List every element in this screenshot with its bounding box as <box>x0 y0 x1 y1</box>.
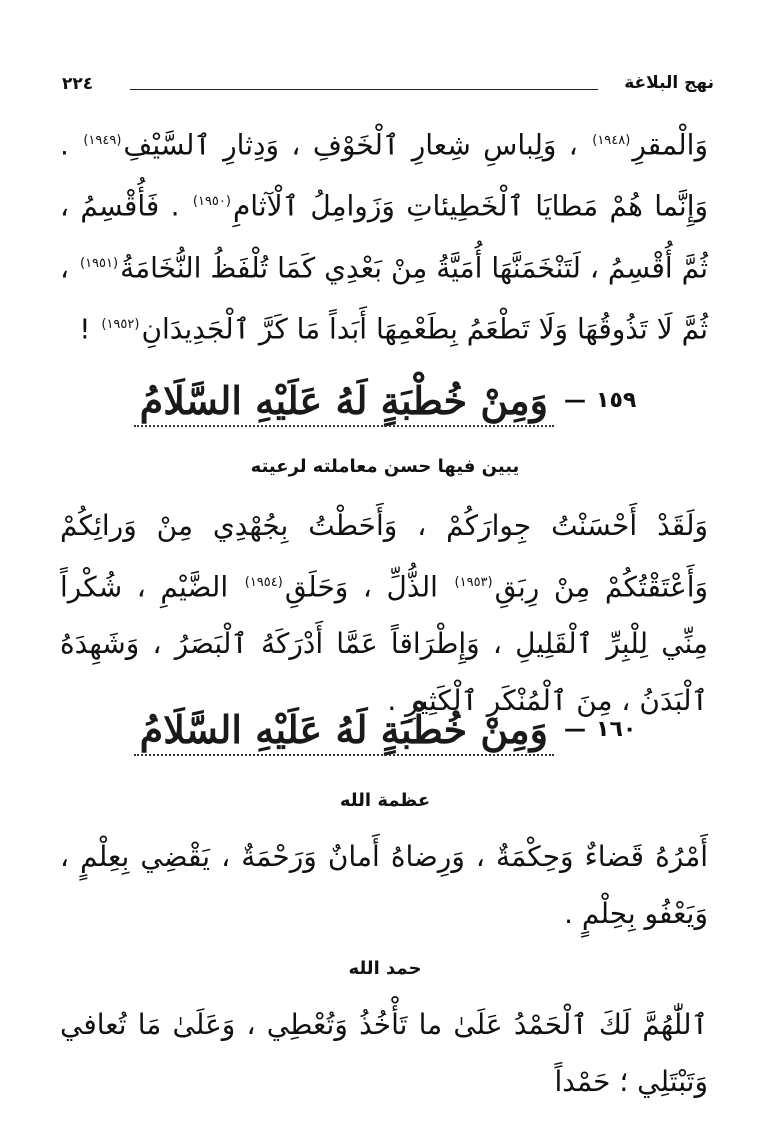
footnote-ref: (١٩٥٣) <box>454 575 493 590</box>
heading-dash: — <box>564 388 587 413</box>
running-header <box>62 74 714 98</box>
sermon-number: ١٦٠ <box>596 717 637 742</box>
heading-dash: — <box>564 717 587 742</box>
header-rule <box>130 89 598 90</box>
calligraphic-title: وَمِنْ خُطْبَةٍ لَهُ عَلَيْهِ السَّلَامُ <box>134 705 554 754</box>
sermon-159-text <box>60 497 708 729</box>
footnote-ref: (١٩٥٢) <box>101 316 140 332</box>
subtitle-praise-of-god: حمد الله <box>348 958 422 979</box>
para-text: الضَّيْمِ ، شُكْراً مِنِّي لِلْبِرِّ ٱلْقَلِيلِ ، وَإِطْرَاقاً عَمَّا أَدْرَكَهُ ٱلْبَصَرُ ، وَشَهِدَهُ ٱلْبَدَنُ ، مِنَ ٱلْمُنْكَرِ ٱلْكَثِيرِ . <box>60 570 708 718</box>
para-text: ، وَلِباسِ شِعارِ ٱلْخَوْفِ ، وَدِثارِ ٱلسَّيْفِ <box>123 128 578 162</box>
para-text: . وَإِنَّما هُمْ مَطايَا ٱلْخَطِيئاتِ وَزَوامِلُ ٱلْآثامِ <box>60 128 708 223</box>
footnote-ref: (١٩٥١) <box>79 255 119 271</box>
sermon-159-subtitle: يبين فيها حسن معاملته لرعيته <box>250 456 520 477</box>
book-title: نهج البلاغة <box>624 73 714 93</box>
footnote-ref: (١٩٥٠) <box>192 194 231 210</box>
footnote-ref: (١٩٤٨) <box>592 133 631 148</box>
sermon-160-text-1: أَمْرُهُ قَضاءٌ وَحِكْمَةٌ ، وَرِضاهُ أَمانٌ وَرَحْمَةٌ ، يَقْضِي بِعِلْمٍ ، وَيَعْفُو بِحِلْمٍ . <box>60 840 708 930</box>
footnote-ref: (١٩٥٤) <box>244 575 283 590</box>
sermon-number: ١٥٩ <box>596 388 637 413</box>
calligraphic-title: وَمِنْ خُطْبَةٍ لَهُ عَلَيْهِ السَّلَامُ <box>134 376 554 425</box>
page-number: ٢٢٤ <box>62 74 94 94</box>
continuation-paragraph <box>60 112 708 357</box>
subtitle-greatness-of-god: عظمة الله <box>339 790 431 811</box>
para-text: وَلَقَدْ أَحْسَنْتُ جِوارَكُمْ ، وَأَحَطْتُ بِجُهْدِي مِنْ وَرائِكُمْ وَأَعْتَقْتُكُمْ مِنْ رِبَقِ <box>60 509 709 604</box>
para-text: . فَأُقْسِمُ ، ثُمَّ أُقْسِمُ ، لَتَنْخَمَنَّهَا أُمَيَّةُ مِنْ بَعْدِي كَمَا تُلْفَظُ النُّخَامَةُ <box>60 189 708 284</box>
para-text: ! <box>79 312 91 346</box>
sermon-160-heading <box>0 705 770 767</box>
footnote-ref: (١٩٤٩) <box>83 133 122 148</box>
para-text: وَالْمقرِ <box>632 128 708 162</box>
para-text: الذُّلِّ ، وَحَلَقِ <box>284 570 438 604</box>
sermon-159-heading <box>0 376 770 438</box>
para-text: ، ثُمَّ لَا تَذُوقُهَا وَلَا تَطْعَمُ بِطَعْمِهَا أَبَداً مَا كَرَّ ٱلْجَدِيدَانِ <box>60 250 708 346</box>
sermon-160-text-2: ٱللّٰهُمَّ لَكَ ٱلْحَمْدُ عَلَىٰ ما تَأْخُذُ وَتُعْطِي ، وَعَلَىٰ مَا تُعافي وَتَبْتَلِي ؛ حَمْداً <box>60 1008 708 1098</box>
